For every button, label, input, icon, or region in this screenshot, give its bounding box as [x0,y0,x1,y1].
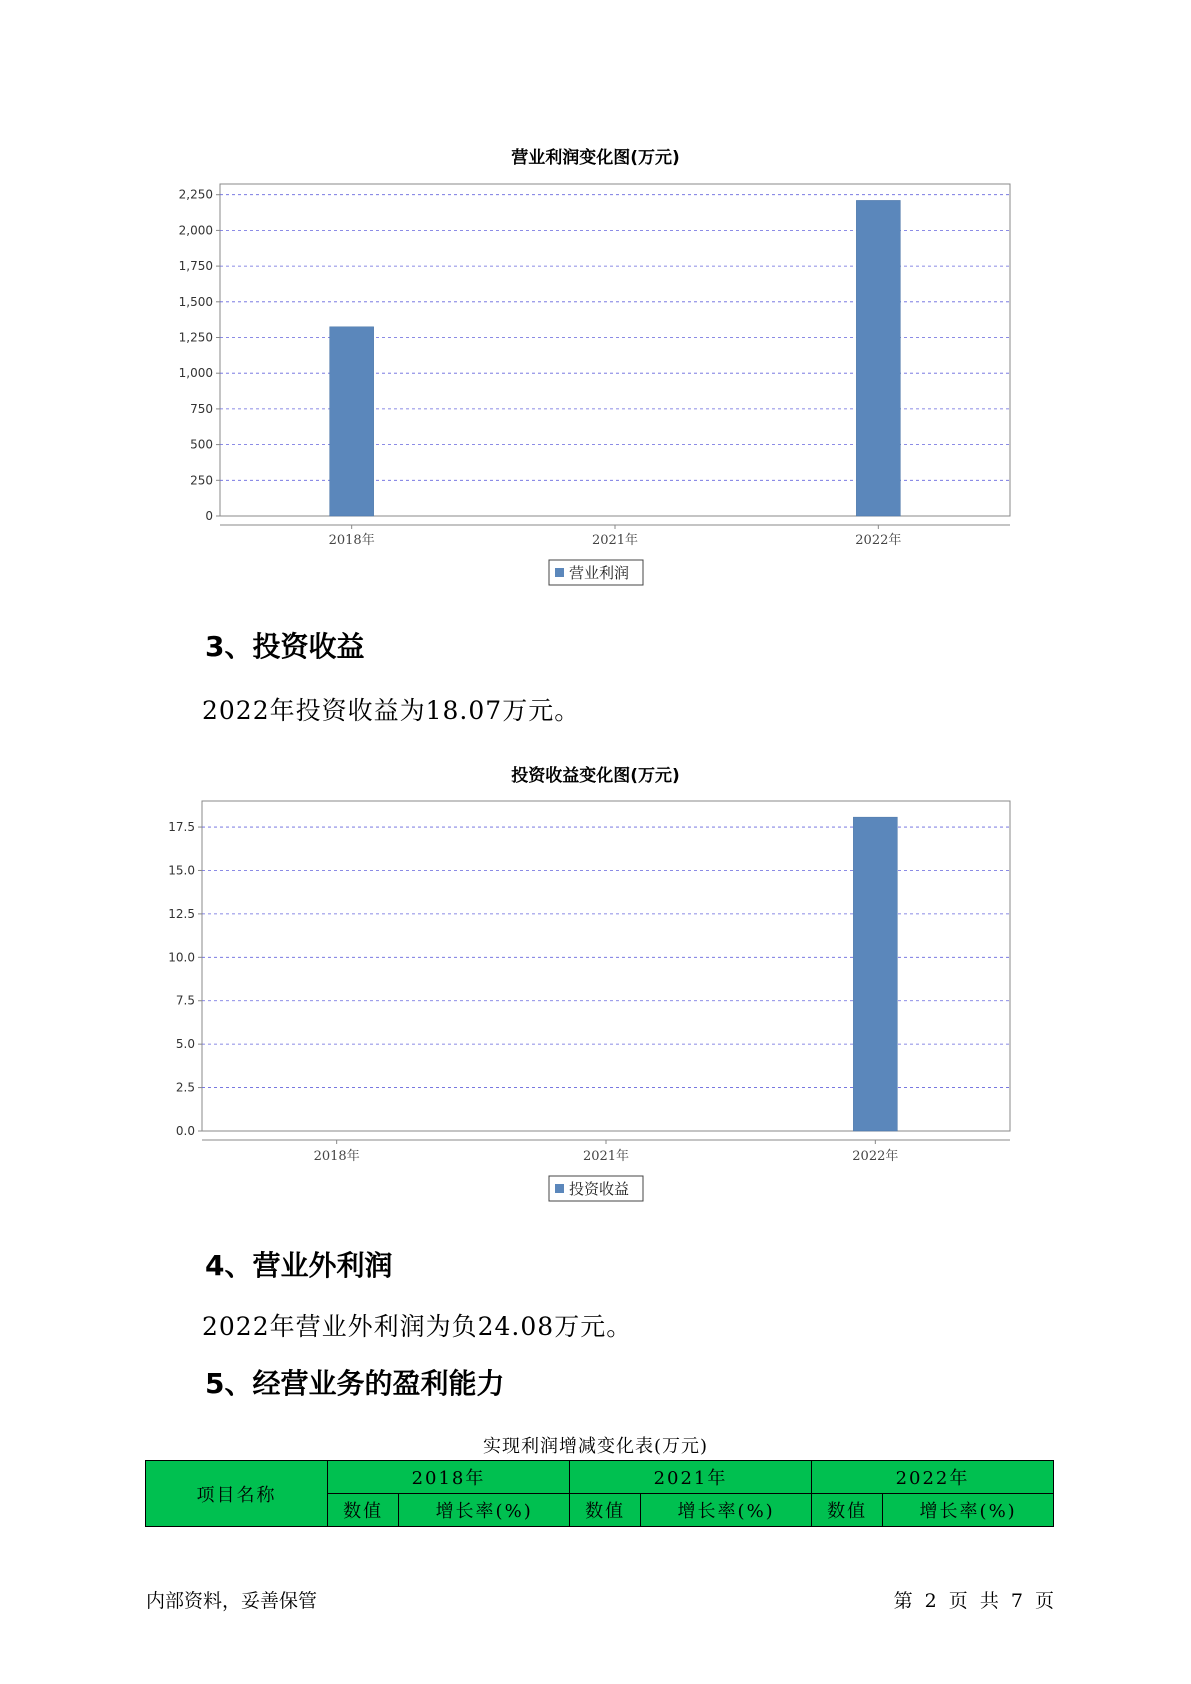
table-caption: 实现利润增减变化表(万元) [482,1436,709,1457]
y-tick-label: 1,500 [178,294,213,309]
item-name-header: 项目名称 [146,1461,328,1527]
y-tick-label: 5.0 [175,1037,195,1052]
section-4-heading: 4、营业外利润 [205,1249,393,1282]
legend-label: 营业利润 [569,564,630,582]
value-header: 数值 [569,1494,640,1527]
y-tick-label: 10.0 [168,950,195,965]
value-header: 数值 [328,1494,399,1527]
profit-change-table [145,1460,1054,1527]
y-tick-label: 2,000 [178,223,213,238]
x-tick-label: 2018年 [313,1149,360,1164]
growth-header: 增长率(%) [641,1494,812,1527]
growth-header: 增长率(%) [883,1494,1054,1527]
table-header-row [146,1461,1054,1494]
y-tick-label: 0 [205,509,213,523]
bar [853,817,897,1131]
legend-swatch [555,1184,564,1193]
y-tick-label: 1,000 [178,366,213,381]
x-tick-label: 2021年 [591,533,639,548]
chart-title-operating-profit: 营业利润变化图(万元) [511,148,680,168]
y-tick-label: 15.0 [168,863,195,878]
value-header: 数值 [811,1494,882,1527]
y-tick-label: 750 [190,401,213,416]
y-tick-label: 7.5 [175,993,195,1008]
y-tick-label: 500 [190,437,213,452]
footer-confidential: 内部资料，妥善保管 [146,1590,318,1612]
x-tick-label: 2022年 [855,533,902,548]
y-tick-label: 1,250 [178,330,213,345]
year-header-2021: 2021年 [569,1461,811,1494]
y-tick-label: 2,250 [178,187,213,202]
y-tick-label: 2.5 [175,1080,195,1095]
section-3-text: 2022年投资收益为18.07万元。 [202,696,581,725]
x-tick-label: 2018年 [328,533,375,548]
y-tick-label: 12.5 [168,906,195,921]
footer-page-number: 第 2 页 共 7 页 [893,1590,1054,1612]
y-tick-label: 0.0 [175,1124,195,1138]
chart-title-investment-income: 投资收益变化图(万元) [511,766,680,786]
year-header-2018: 2018年 [328,1461,570,1494]
year-header-2022: 2022年 [811,1461,1053,1494]
growth-header: 增长率(%) [399,1494,570,1527]
section-5-heading: 5、经营业务的盈利能力 [205,1367,505,1400]
x-tick-label: 2021年 [582,1149,630,1164]
x-tick-label: 2022年 [852,1149,899,1164]
y-tick-label: 17.5 [168,820,195,835]
legend-label: 投资收益 [569,1180,630,1198]
section-3-heading: 3、投资收益 [205,630,365,663]
y-tick-label: 250 [190,473,213,488]
section-4-text: 2022年营业外利润为负24.08万元。 [202,1312,633,1341]
y-tick-label: 1,750 [178,259,213,274]
